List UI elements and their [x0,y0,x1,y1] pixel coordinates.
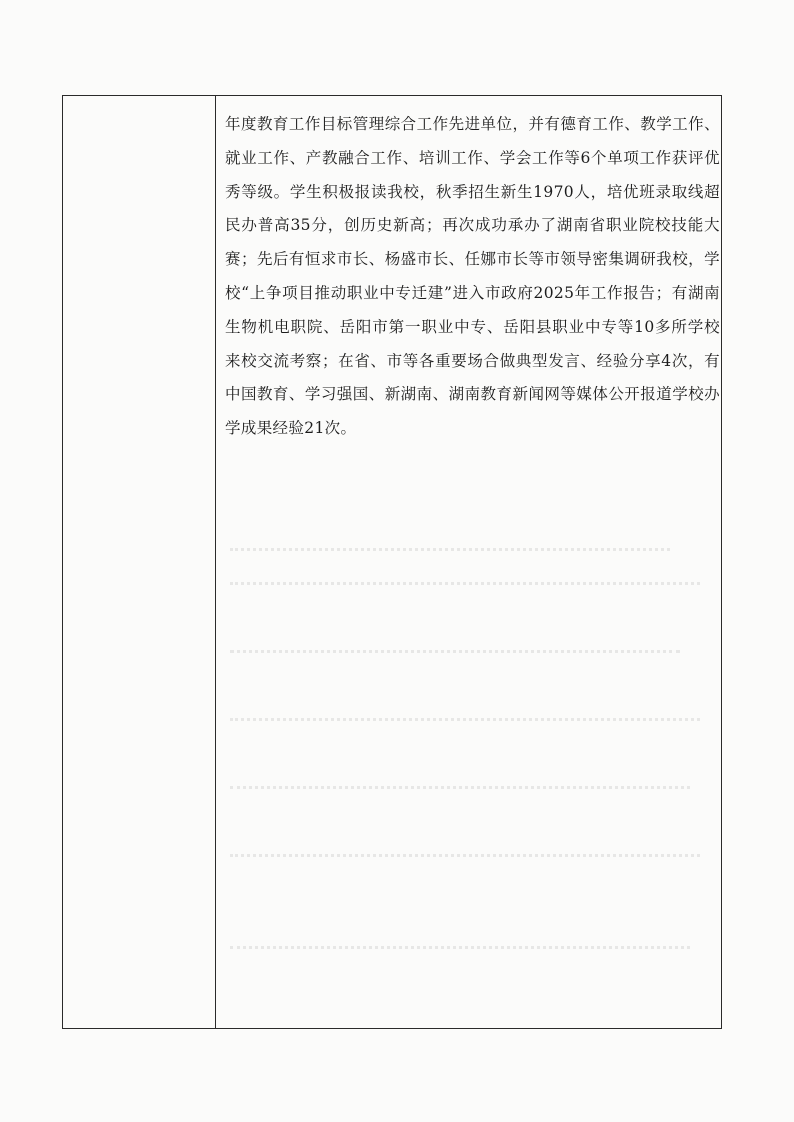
content-cell [216,96,721,1028]
bleed-through-line [230,854,700,865]
bleed-through-line [230,946,690,957]
form-table [62,95,722,1029]
bleed-through-line [230,650,680,661]
bleed-through-line [230,548,670,559]
left-column-cell [63,96,215,1028]
bleed-through-line [230,786,690,797]
body-paragraph: 年度教育工作目标管理综合工作先进单位，并有德育工作、教学工作、就业工作、产教融合工作、培训工作、学会工作等6个单项工作获评优秀等级。学生积极报读我校，秋季招生新生1970人，培优班录取线超民办普高35分，创历史新高；再次成功承办了湖南省职业院校技能大赛；先后有恒求市长、杨盛市长、任娜市长等市领导密集调研我校，学校“上争项目推动职业中专迁建”进入市政府2025年工作报告；有湖南生物机电职院、岳阳市第一职业中专、岳阳县职业中专等10多所学校来校交流考察；在省、市等各重要场合做典型发言、经验分享4次，有中国教育、学习强国、新湖南、湖南教育新闻网等媒体公开报道学校办学成果经验21次。 [225,115,720,438]
bleed-through-line [230,582,700,593]
bleed-through-line [230,718,700,729]
